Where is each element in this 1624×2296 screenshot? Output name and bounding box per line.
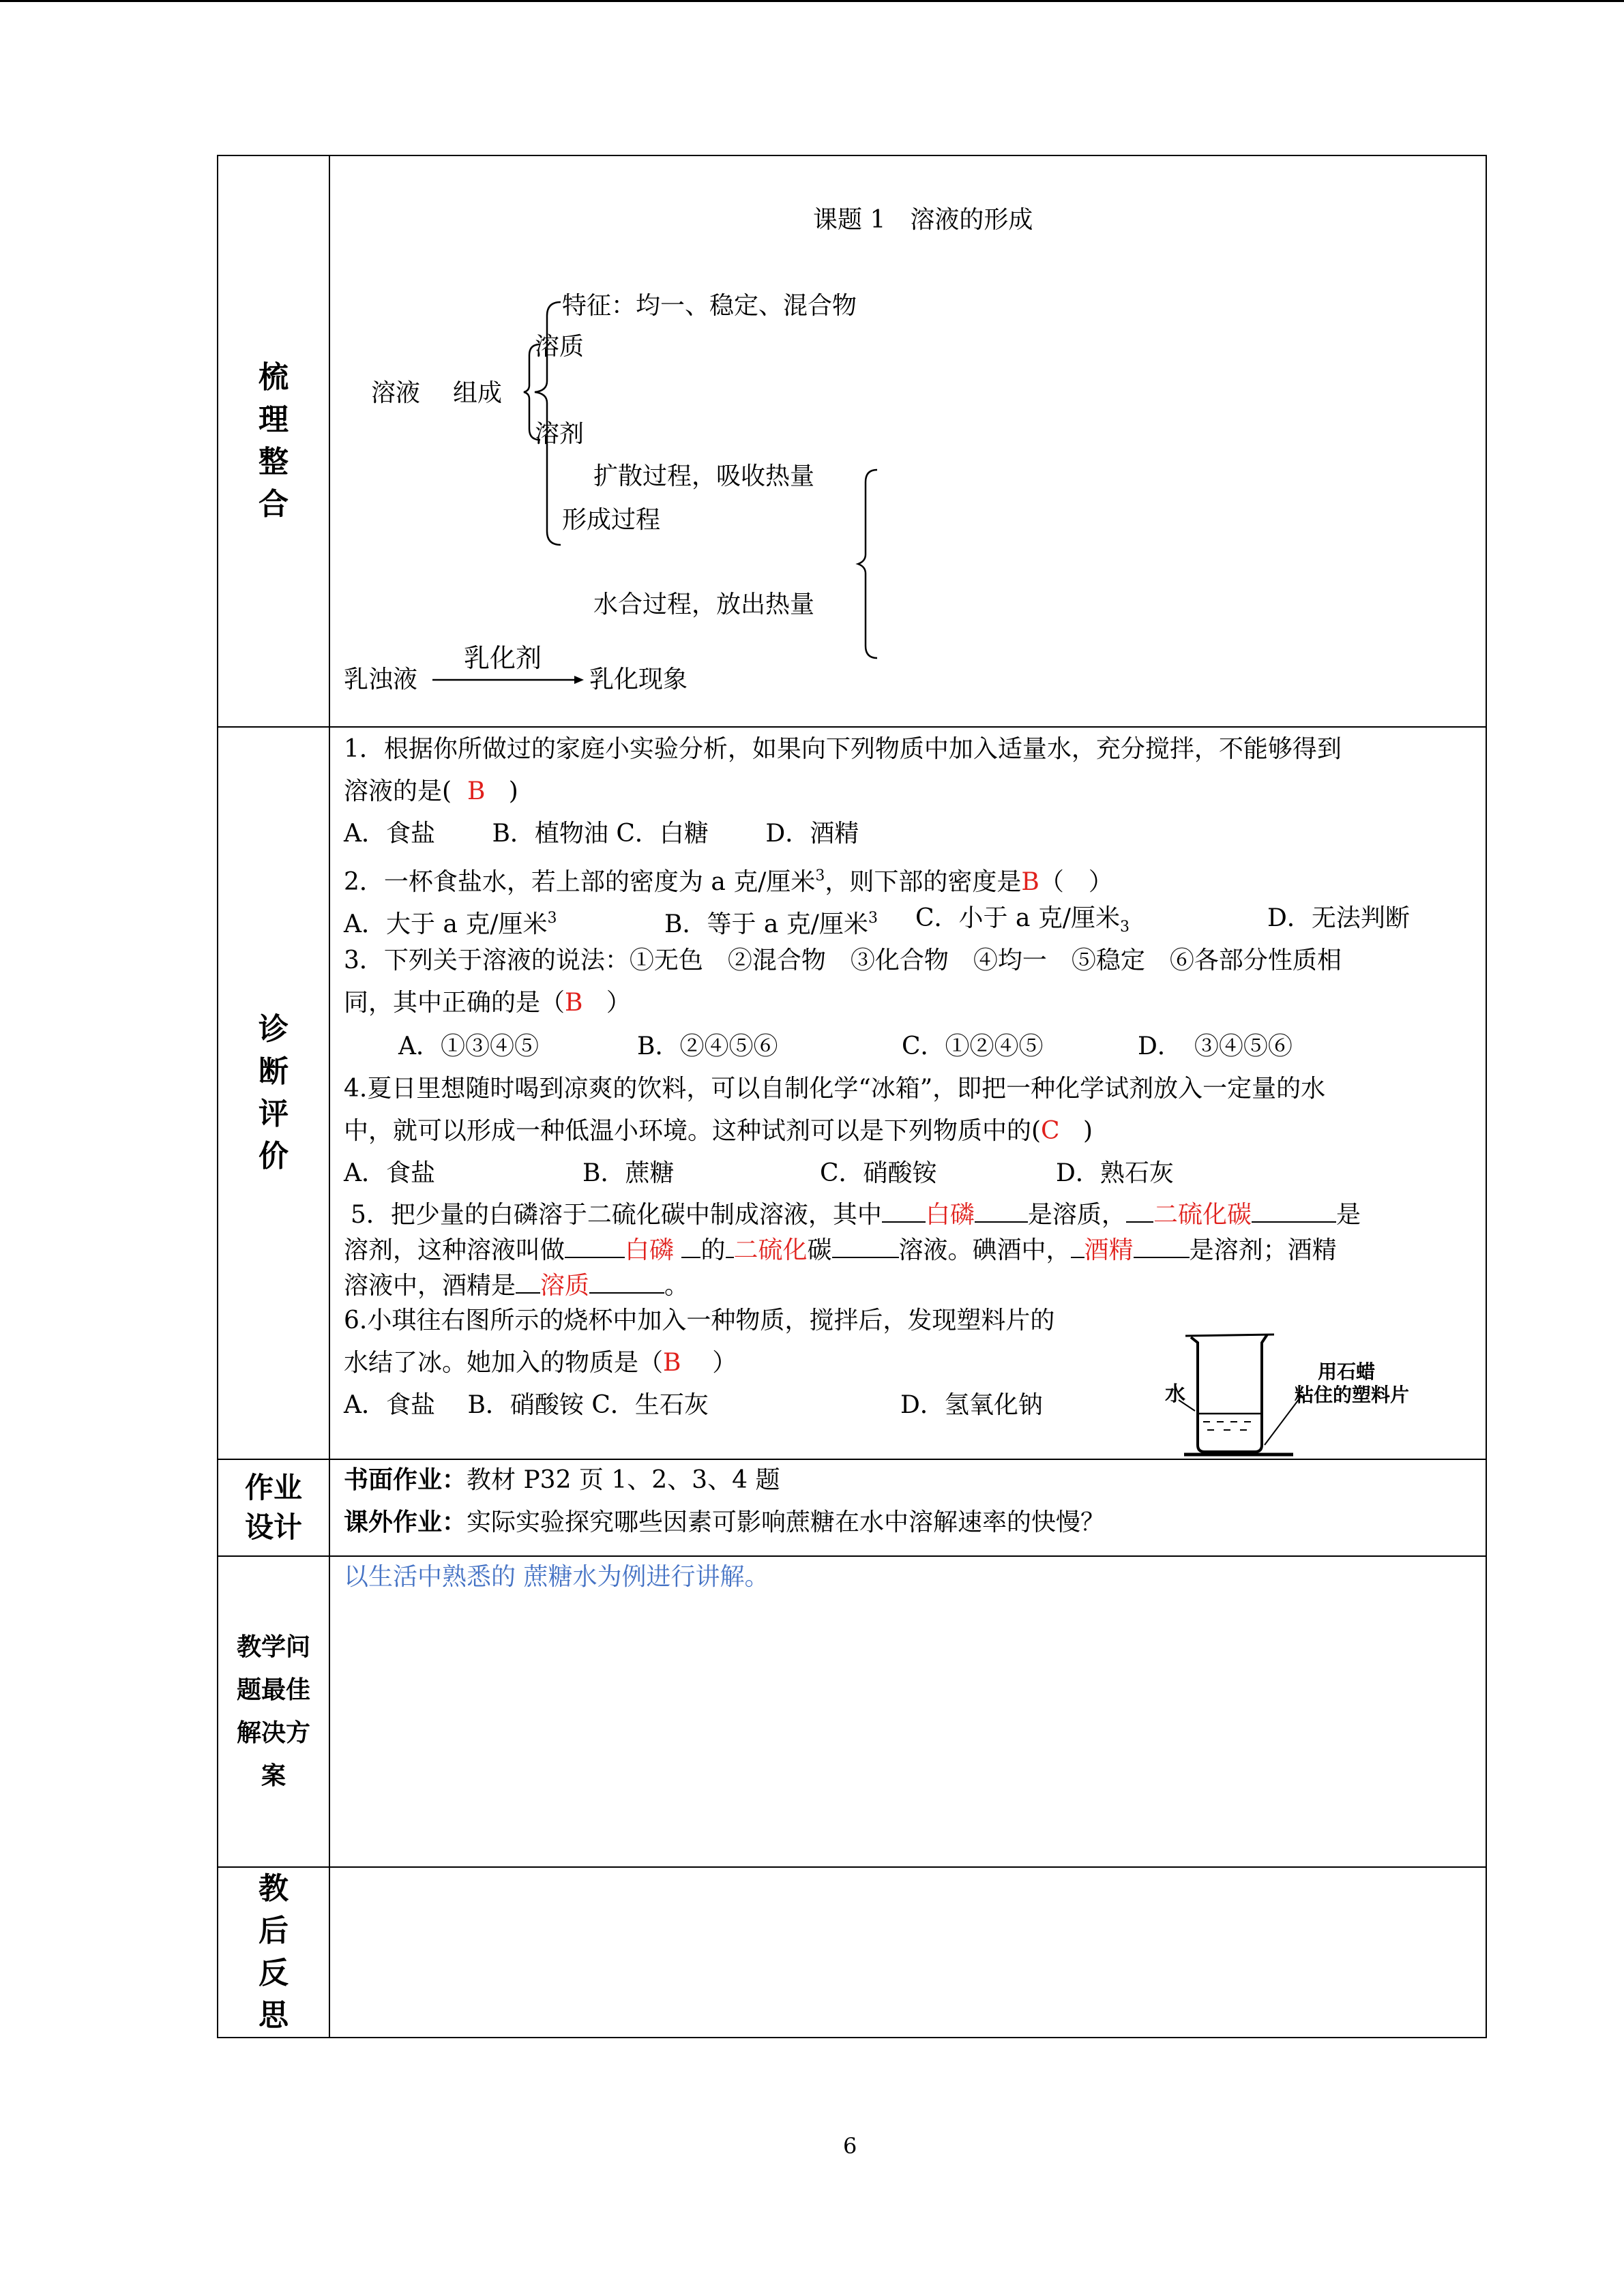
figure-label-1: 用石蜡 xyxy=(1318,1360,1376,1383)
q1-line2: 溶液的是( B ) xyxy=(344,777,518,805)
reflection-content xyxy=(329,1867,1486,2038)
q3-answer: B xyxy=(565,989,583,1017)
q2-line: 2．一杯食盐水，若上部的密度为 a 克/厘米$^3$，则下部的密度是B（ ） xyxy=(344,867,1113,896)
q5-answer-1: 白磷 xyxy=(925,1201,975,1229)
q1-options: A．食盐 B．植物油 C．白糖 D．酒精 xyxy=(344,820,859,848)
q6-option-d: D．氢氧化钠 xyxy=(900,1391,1043,1419)
q6-options: A．食盐 B．硝酸铵 C．生石灰 xyxy=(344,1391,709,1419)
q3-line2: 同，其中正确的是（B ） xyxy=(344,989,631,1017)
q5-answer-2: 二硫化碳 xyxy=(1153,1201,1252,1229)
page-number: 6 xyxy=(843,2133,857,2159)
reflection-label: 教 后 反 思 xyxy=(218,1867,329,2038)
node-formation: 形成过程 xyxy=(562,506,661,534)
lesson-table xyxy=(217,155,1487,2038)
summary-content xyxy=(329,155,1486,727)
q2-answer: B xyxy=(1021,868,1039,896)
summary-label: 梳 理 整 合 xyxy=(218,155,329,727)
q3-option-c: C．①②④⑤ xyxy=(902,1032,1044,1060)
written-homework: 书面作业：教材 P32 页 1、2、3、4 题 xyxy=(344,1466,780,1494)
q5-answer-6: 溶质 xyxy=(540,1272,590,1300)
figure-water-label: 水 xyxy=(1165,1382,1185,1406)
solution-label: 教学问 题最佳 解决方 案 xyxy=(218,1556,329,1867)
figure-label-2: 粘住的塑料片 xyxy=(1295,1384,1410,1406)
q3-option-b: B．②④⑤⑥ xyxy=(637,1032,778,1060)
node-solvent: 溶剂 xyxy=(535,420,585,448)
solution-text: 以生活中熟悉的 蔗糖水为例进行讲解。 xyxy=(344,1563,769,1591)
q4-line1: 4.夏日里想随时喝到凉爽的饮料，可以自制化学“冰箱”，即把一种化学试剂放入一定量的水 xyxy=(344,1075,1326,1103)
diagnosis-row xyxy=(218,727,1486,1459)
q2-option-a: A．大于 a 克/厘米$^3$ xyxy=(344,910,557,938)
q6-line1: 6.小琪往右图所示的烧杯中加入一种物质，搅拌后，发现塑料片的 xyxy=(344,1307,1055,1335)
node-solution: 溶液 xyxy=(371,379,421,407)
q5-answer-3: 白磷 xyxy=(625,1236,675,1264)
q5-line2: 溶剂，这种溶液叫做 白磷 的 二硫化碳 溶液。碘酒中， 酒精 是溶剂；酒精 xyxy=(344,1232,1337,1266)
diagnosis-label: 诊 断 评 价 xyxy=(218,727,329,1459)
reflection-row xyxy=(218,1867,1486,2038)
q4-option-b: B．蔗糖 xyxy=(582,1159,675,1187)
extra-homework: 课外作业：实际实验探究哪些因素可影响蔗糖在水中溶解速率的快慢？ xyxy=(344,1508,1106,1536)
q2-option-c: C．小于 a 克/厘米$_3$ xyxy=(915,904,1130,936)
q4-option-d: D．熟石灰 xyxy=(1056,1159,1174,1187)
homework-row xyxy=(218,1459,1486,1556)
node-emulsify: 乳化现象 xyxy=(589,666,688,694)
q4-option-a: A．食盐 xyxy=(344,1159,435,1187)
q5-line1: 5．把少量的白磷溶于二硫化碳中制成溶液，其中 白磷 是溶质， 二硫化碳 是 xyxy=(351,1197,1361,1230)
summary-row xyxy=(218,155,1486,727)
q4-line2: 中，就可以形成一种低温小环境。这种试剂可以是下列物质中的(C ) xyxy=(344,1117,1093,1145)
node-diffusion: 扩散过程，吸收热量 xyxy=(593,462,815,490)
solution-content xyxy=(329,1556,1486,1867)
q5-line3: 溶液中，酒精是 溶质 。 xyxy=(344,1268,689,1301)
homework-content xyxy=(329,1459,1486,1556)
beaker-figure xyxy=(1165,1325,1451,1459)
concept-braces xyxy=(330,156,1483,726)
homework-label: 作业 设计 xyxy=(218,1459,329,1556)
node-solute: 溶质 xyxy=(535,333,585,361)
solution-row xyxy=(218,1556,1486,1867)
q4-option-c: C．硝酸铵 xyxy=(820,1159,937,1187)
node-hydration: 水合过程，放出热量 xyxy=(593,591,815,618)
q5-answer-5: 酒精 xyxy=(1084,1236,1134,1264)
q2-option-b: B．等于 a 克/厘米$^3$ xyxy=(664,910,878,938)
q2-option-d: D．无法判断 xyxy=(1267,904,1410,932)
lesson-title: 课题 1 溶液的形成 xyxy=(813,206,1033,234)
q6-answer: B xyxy=(663,1349,681,1377)
node-composition: 组成 xyxy=(453,379,503,407)
node-emulsion: 乳浊液 xyxy=(344,666,418,694)
node-feature: 特征：均一、稳定、混合物 xyxy=(562,292,857,320)
top-border-line xyxy=(0,0,1624,2)
q6-line2: 水结了冰。她加入的物质是（B ） xyxy=(344,1349,737,1377)
node-emulsifier: 乳化剂 xyxy=(464,643,542,673)
q1-answer: B xyxy=(467,777,486,805)
q3-line1: 3．下列关于溶液的说法：①无色 ②混合物 ③化合物 ④均一 ⑤稳定 ⑥各部分性质相 xyxy=(344,946,1342,974)
q4-answer: C xyxy=(1041,1117,1060,1145)
q5-answer-4: 二硫化 xyxy=(733,1236,808,1264)
diagnosis-content xyxy=(329,727,1486,1459)
q3-option-d: D． ③④⑤⑥ xyxy=(1138,1032,1293,1060)
q1-line1: 1．根据你所做过的家庭小实验分析，如果向下列物质中加入适量水，充分搅拌，不能够得到 xyxy=(344,735,1342,763)
q3-option-a: A．①③④⑤ xyxy=(398,1032,539,1060)
